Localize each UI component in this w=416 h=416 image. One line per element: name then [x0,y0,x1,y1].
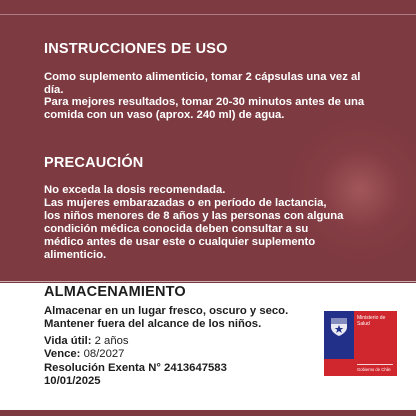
resolution-number [44,362,227,375]
panel-bottom-divider [0,281,416,282]
bottom-bar [0,410,416,416]
caution-dose-text: No exceda la dosis recomendada. [44,184,226,196]
expiry [44,348,124,361]
resolution-date [44,375,101,388]
logo-blue-block [324,311,354,359]
expiry-label: Vence: [44,348,81,360]
logo-ministry-text: Ministerio de Salud [357,315,386,327]
chile-coat-of-arms-icon [329,316,349,338]
logo-red-corner [324,359,354,376]
resolution-label: Resolución Exenta N° [44,362,161,374]
logo-divider [357,364,393,365]
usage-dosage-text: Como suplemento alimenticio, tomar 2 cápsulas una vez al día. [44,71,361,96]
top-divider [0,14,416,15]
storage-text: Almacenar en un lugar fresco, oscuro y seco. Mantener fuera del alcance de los niños. [44,305,289,330]
storage-title: ALMACENAMIENTO [44,284,186,300]
usage-timing-text: Para mejores resultados, tomar 20-30 minutos antes de una comida con un vaso (aprox. 240 ml) de agua. [44,96,365,121]
usage-title: INSTRUCCIONES DE USO [44,41,228,57]
logo-government-text: Gobierno de Chile [357,367,391,372]
caution-warning-text: Las mujeres embarazadas o en período de lactancia, los niños menores de 8 años y las personas con alguna condición médica conocida deben consultar a su médico antes de usar este o cualquier suplemento alimenticio. [44,197,344,261]
shelf-life-value: 2 años [94,335,129,347]
resolution-date-value: 10/01/2025 [44,375,101,387]
ministry-of-health-logo [324,311,397,376]
shelf-life [44,335,129,348]
expiry-value: 08/2027 [83,348,125,360]
resolution-value: 2413647583 [164,362,227,374]
shelf-life-label: Vida útil: [44,335,92,347]
caution-title: PRECAUCIÓN [44,155,144,171]
